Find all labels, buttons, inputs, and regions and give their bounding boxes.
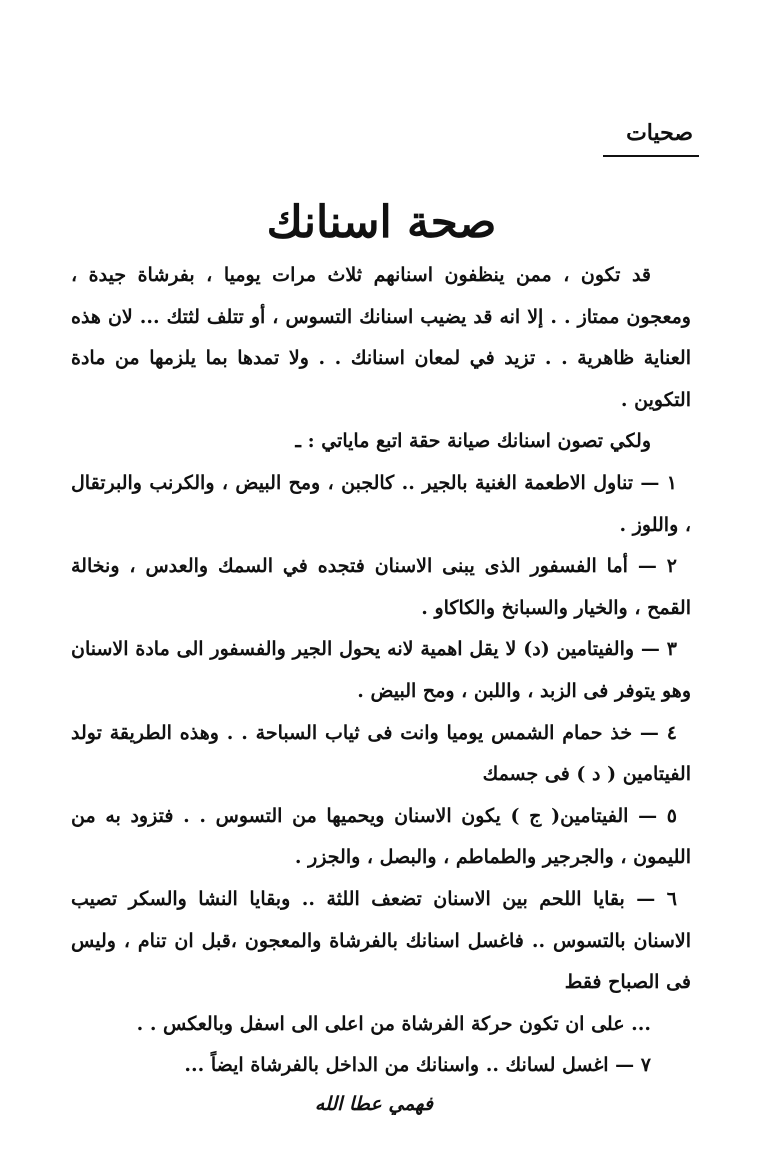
section-label: صحيات <box>626 120 693 146</box>
list-item-2: ٢ — أما الفسفور الذى يبنى الاسنان فتجده في السمك والعدس ، ونخالة القمح ، والخيار والسبانخ والكاكاو . <box>71 555 691 619</box>
list-item-1: ١ — تناول الاطعمة الغنية بالجير .. كالجبن ، ومح البيض ، والكرنب والبرتقال ، واللوز . <box>71 471 691 536</box>
list-item-6: ٦ — بقايا اللحم بين الاسنان تضعف اللثة .. وبقايا النشا والسكر تصيب الاسنان بالتسوس .. فاغسل اسنانك بالفرشاة والمعجون ،قبل ان تنام ، وليس فى الصباح فقط <box>71 887 691 994</box>
section-underline <box>603 155 699 157</box>
intro-paragraph: قد تكون ، ممن ينظفون اسنانهم ثلاث مرات يوميا ، بفرشاة جيدة ، ومعجون ممتاز . . إلا انه قد يضيب اسنانك التسوس ، أو تتلف لثتك ... لان هذه العناية ظاهرية . . تزيد في لمعان اسنانك . . ولا تمدها بما يلزمها من مادة التكوين . <box>71 264 691 411</box>
article-body <box>71 255 691 1087</box>
author-signature: فهمي عطا الله <box>314 1093 433 1115</box>
list-item-5: ٥ — الفيتامين( ج ) يكون الاسنان ويحميها من التسوس . . فتزود به من الليمون ، والجرجير والطماطم ، والبصل ، والجزر . <box>71 804 691 869</box>
list-item-4: ٤ — خذ حمام الشمس يوميا وانت فى ثياب السباحة . . وهذه الطريقة تولد الفيتامين ( د ) فى جسمك <box>71 721 691 786</box>
list-item-3: ٣ — والفيتامين (د) لا يقل اهمية لانه يحول الجير والفسفور الى مادة الاسنان وهو يتوفر فى الزبد ، واللبن ، ومح البيض . <box>71 638 691 702</box>
article-title: صحة اسنانك <box>266 197 497 249</box>
list-item-7: ٧ — اغسل لسانك .. واسنانك من الداخل بالفرشاة ايضاً ... <box>184 1054 651 1077</box>
brushing-note: ... على ان تكون حركة الفرشاة من اعلى الى اسفل وبالعكس . . <box>136 1012 651 1035</box>
lead-paragraph: ولكي تصون اسنانك صيانة حقة اتبع ماياتي : ـ <box>295 430 651 453</box>
